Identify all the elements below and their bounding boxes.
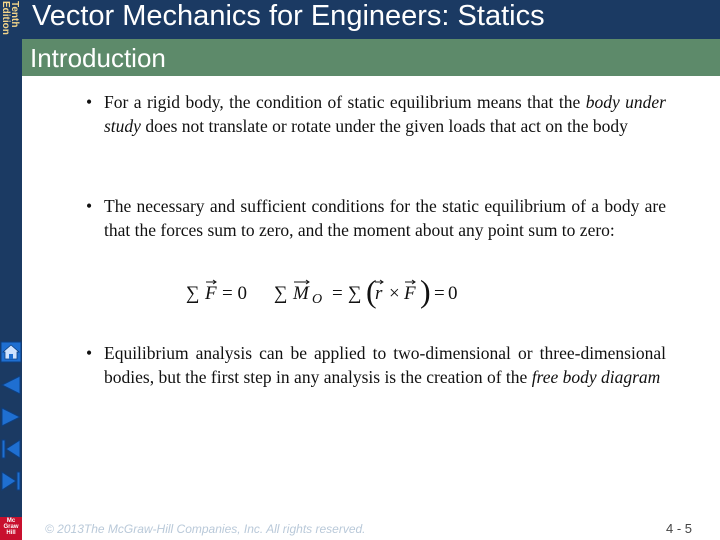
- equals-zero: = 0: [222, 283, 247, 304]
- sum-symbol: ∑: [274, 283, 288, 304]
- left-paren: (: [366, 273, 377, 309]
- section-bar: [22, 39, 720, 76]
- bullet-dot: •: [86, 343, 93, 363]
- slide-title: Introduction: [30, 43, 166, 73]
- bullet-free-body-diagram: [86, 341, 666, 389]
- last-icon[interactable]: [0, 470, 22, 492]
- bullet-text: For a rigid body, the condition of static equilibrium means that the body under study does not translate or rotate under the given loads that act on the body: [104, 92, 666, 136]
- right-paren: ): [420, 273, 431, 309]
- page-number: 4 - 5: [665, 521, 692, 536]
- force-vector: F: [404, 283, 416, 304]
- bullet-dot: •: [86, 92, 93, 112]
- cross-product: ×: [389, 283, 400, 304]
- first-icon[interactable]: [0, 438, 22, 460]
- zero: 0: [448, 283, 458, 304]
- edition-line-2: Edition: [0, 1, 11, 35]
- bullet-equilibrium-conditions: [86, 194, 666, 242]
- equals-sign: =: [332, 283, 343, 304]
- equilibrium-equations: [184, 272, 474, 312]
- mcgraw-hill-logo: Mc Graw Hill: [0, 517, 22, 540]
- next-icon[interactable]: [0, 406, 22, 428]
- home-icon[interactable]: [0, 341, 22, 363]
- moment-subscript: O: [312, 292, 323, 307]
- sum-symbol: ∑: [348, 283, 362, 304]
- sum-symbol: ∑: [186, 283, 200, 304]
- prev-icon[interactable]: [0, 374, 22, 396]
- emphasis-text: body under study: [104, 92, 666, 136]
- equals-sign: =: [434, 283, 445, 304]
- bullet-dot: •: [86, 196, 93, 216]
- bullet-text: The necessary and sufficient conditions for the static equilibrium of a body are that the forces sum to zero, and the moment about any point sum to zero:: [104, 196, 666, 240]
- bullet-text: Equilibrium analysis can be applied to two-dimensional or three-dimensional bodies, but the first step in any analysis is the creation of the free body diagram: [104, 343, 666, 387]
- edition-label: [0, 0, 22, 44]
- bullet-rigid-body-equilibrium: [86, 90, 666, 138]
- force-vector: F: [205, 283, 217, 304]
- moment-vector: M: [293, 283, 309, 304]
- book-title: Vector Mechanics for Engineers: Statics: [32, 0, 545, 32]
- emphasis-text: free body diagram: [531, 367, 661, 387]
- copyright-footer: © 2013The McGraw-Hill Companies, Inc. All rights reserved.: [45, 522, 366, 536]
- title-bar: [22, 0, 720, 39]
- position-vector: r: [375, 283, 383, 304]
- edition-line-1: Tenth: [9, 1, 20, 28]
